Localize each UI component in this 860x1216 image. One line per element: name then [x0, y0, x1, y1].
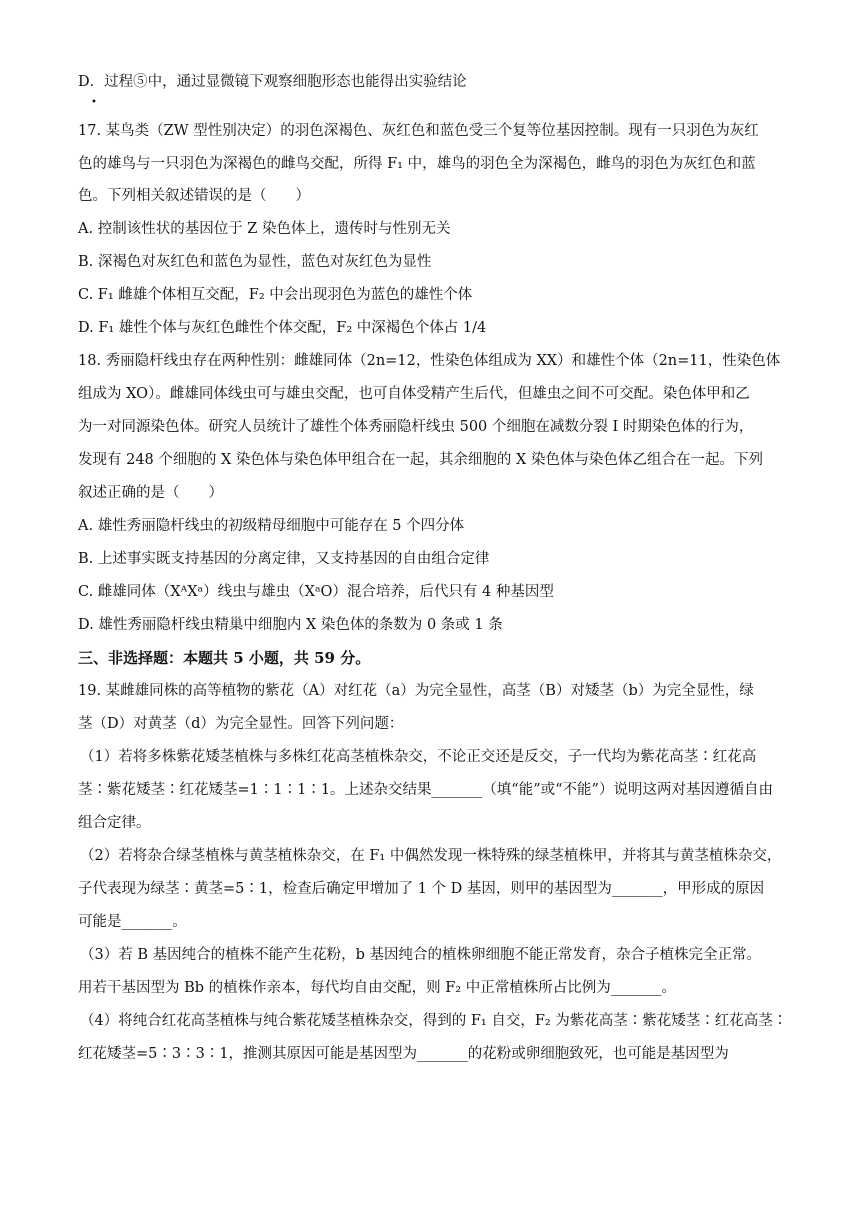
q18-option-d: D. 雄性秀丽隐杆线虫精巢中细胞内 X 染色体的条数为 0 条或 1 条	[78, 617, 503, 633]
section-heading: 三、非选择题：本题共 5 小题，共 59 分。	[78, 649, 371, 667]
q19-part3-line-1: （3）若 B 基因纯合的植株不能产生花粉，b 基因纯合的植株卵细胞不能正常发育，杂合子植株完全正常。	[80, 947, 761, 963]
q19-part4-line-1: （4）将纯合红花高茎植株与纯合紫花矮茎植株杂交，得到的 F₁ 自交，F₂ 为紫花高茎∶紫花矮茎∶红花高茎∶	[80, 1013, 788, 1029]
q18-stem-line-2: 组成为 XO）。雌雄同体线虫可与雄虫交配，也可自体受精产生后代，但雄虫之间不可交配。染色体甲和乙	[78, 386, 750, 402]
q19-part1-line-2: 茎∶紫花矮茎∶红花矮茎=1∶1∶1∶1。上述杂交结果_______（填“能”或“不能”）说明这两对基因遵循自由	[78, 782, 773, 798]
q19-stem-line-2: 茎（D）对黄茎（d）为完全显性。回答下列问题：	[78, 716, 404, 732]
q19-part4-line-2: 红花矮茎=5∶3∶3∶1，推测其原因可能是基因型为_______的花粉或卵细胞致死，也可能是基因型为	[78, 1046, 729, 1062]
q17-stem-line-1: 17. 某鸟类（ZW 型性别决定）的羽色深褐色、灰红色和蓝色受三个复等位基因控制。现有一只羽色为灰红	[78, 123, 759, 139]
q17-option-c: C. F₁ 雌雄个体相互交配，F₂ 中会出现羽色为蓝色的雄性个体	[78, 287, 473, 303]
q19-stem-line-1: 19. 某雌雄同株的高等植物的紫花（A）对红花（a）为完全显性，高茎（B）对矮茎（b）为完全显性，绿	[78, 683, 754, 699]
emphasis-dot: •	[91, 97, 97, 108]
q18-stem-line-3: 为一对同源染色体。研究人员统计了雄性个体秀丽隐杆线虫 500 个细胞在减数分裂 Ⅰ 时期染色体的行为，	[78, 419, 754, 435]
q17-option-d: D. F₁ 雄性个体与灰红色雌性个体交配，F₂ 中深褐色个体占 1/4	[78, 320, 487, 336]
q17-stem-line-2: 色的雄鸟与一只羽色为深褐色的雌鸟交配，所得 F₁ 中，雄鸟的羽色全为深褐色，雌鸟的羽色为灰红色和蓝	[78, 156, 756, 172]
q18-option-b: B. 上述事实既支持基因的分离定律，又支持基因的自由组合定律	[78, 551, 490, 567]
q19-part1-line-3: 组合定律。	[78, 815, 151, 831]
q19-part2-line-3: 可能是_______。	[78, 914, 187, 930]
q18-option-c: C. 雌雄同体（XᴬXᵃ）线虫与雄虫（XᵃO）混合培养，后代只有 4 种基因型	[78, 584, 554, 600]
q17-option-b: B. 深褐色对灰红色和蓝色为显性，蓝色对灰红色为显性	[78, 254, 432, 270]
q18-stem-line-4: 发现有 248 个细胞的 X 染色体与染色体甲组合在一起，其余细胞的 X 染色体与染色体乙组合在一起。下列	[78, 452, 763, 468]
q19-part1-line-1: （1）若将多株紫花矮茎植株与多株红花高茎植株杂交，不论正交还是反交，子一代均为紫花高茎∶红花高	[80, 749, 757, 765]
q18-stem-line-5: 叙述正确的是（ ）	[78, 485, 223, 501]
q17-stem-line-3: 色。下列相关叙述错误的是（ ）	[78, 188, 310, 204]
q19-part2-line-2: 子代表现为绿茎∶黄茎=5∶1，检查后确定甲增加了 1 个 D 基因，则甲的基因型为_______，甲形成的原因	[78, 881, 765, 897]
q18-stem-line-1: 18. 秀丽隐杆线虫存在两种性别：雌雄同体（2n=12，性染色体组成为 XX）和雄性个体（2n=11，性染色体	[78, 353, 781, 369]
q17-option-a: A. 控制该性状的基因位于 Z 染色体上，遗传时与性别无关	[78, 221, 451, 237]
q19-part3-line-2: 用若干基因型为 Bb 的植株作亲本，每代均自由交配，则 F₂ 中正常植株所占比例为_______。	[78, 980, 676, 996]
q19-part2-line-1: （2）若将杂合绿茎植株与黄茎植株杂交，在 F₁ 中偶然发现一株特殊的绿茎植株甲，并将其与黄茎植株杂交，	[80, 848, 782, 864]
q18-option-a: A. 雄性秀丽隐杆线虫的初级精母细胞中可能存在 5 个四分体	[78, 518, 465, 534]
q16-option-d: D．过程⑤中，通过显微镜下观察细胞形态也能得出实验结论	[78, 74, 467, 90]
